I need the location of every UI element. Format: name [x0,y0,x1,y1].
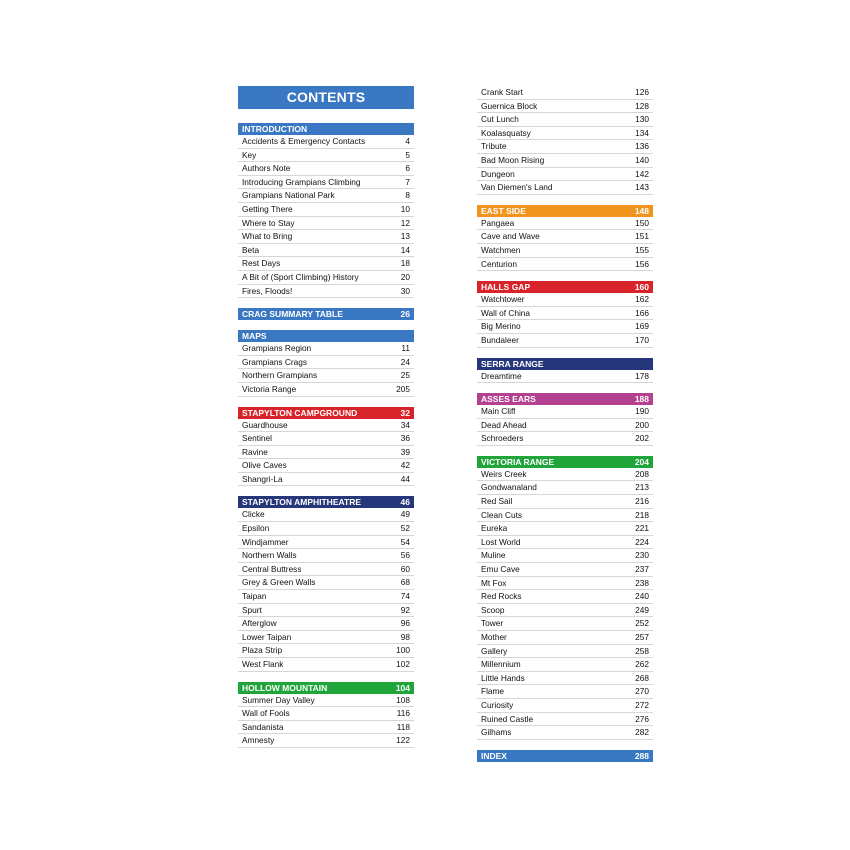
toc-entry [477,658,653,672]
toc-entry [238,604,414,618]
section-page: 148 [634,205,649,216]
entry-page: 257 [635,632,649,642]
entry-name: Grey & Green Walls [242,577,316,588]
toc-entry [477,549,653,563]
toc-entry [238,383,414,397]
toc-entry [238,473,414,487]
entry-page: 140 [635,154,649,165]
toc-entry [238,522,414,536]
section-header [238,496,414,508]
entry-page: 18 [400,258,410,269]
section-title: SERRA RANGE [481,358,544,369]
toc-entry [238,644,414,658]
entry-name: Spurt [242,604,262,615]
entry-name: Clicke [242,509,265,520]
entry-page: 39 [400,446,410,457]
entry-page: 258 [635,645,649,656]
entry-page: 224 [635,536,649,547]
toc-entry [238,203,414,217]
entry-page: 14 [400,244,410,255]
entry-page: 116 [396,708,410,719]
toc-entry [238,508,414,522]
entry-name: Guardhouse [242,419,288,430]
toc-entry [477,217,653,231]
toc-section [477,205,653,271]
entry-name: Schroeders [481,433,524,444]
toc-entry [238,432,414,446]
toc-entry [238,356,414,370]
entry-name: Bad Moon Rising [481,154,545,165]
entry-name: Main Cliff [481,406,516,417]
toc-entry [238,135,414,149]
contents-column-right [477,86,653,772]
section-page: 104 [395,682,410,693]
entry-page: 42 [400,460,410,471]
entry-page: 190 [635,406,649,417]
entry-page: 155 [635,244,649,255]
toc-entry [238,369,414,383]
entry-name: Tower [481,618,504,629]
toc-entry [238,230,414,244]
entry-name: Grampians National Park [242,190,335,201]
entry-page: 130 [635,114,649,125]
toc-entry [477,140,653,154]
entry-page: 170 [635,334,649,345]
entry-name: Shangri-La [242,473,283,484]
entry-name: Tribute [481,141,507,152]
entry-name: Beta [242,244,260,255]
entry-page: 205 [396,383,410,394]
entry-page: 169 [635,321,649,332]
entry-name: Grampians Crags [242,356,308,367]
entry-name: Epsilon [242,523,270,534]
entry-page: 238 [635,577,649,588]
entry-name: Victoria Range [242,383,297,394]
toc-entry [477,307,653,321]
entry-name: Sandanista [242,721,284,732]
entry-name: Taipan [242,591,267,602]
entry-page: 25 [400,370,410,381]
contents-title: CONTENTS [238,86,414,109]
toc-entry [238,342,414,356]
entry-page: 216 [635,496,649,507]
entry-page: 162 [635,294,649,305]
entry-name: Lower Taipan [242,631,292,642]
toc-entry [238,217,414,231]
entry-page: 100 [396,645,410,656]
entry-page: 36 [400,433,410,444]
entry-name: Centurion [481,258,517,269]
toc-entry [477,432,653,446]
section-header [477,205,653,217]
entry-page: 68 [400,577,410,588]
toc-entry [477,713,653,727]
section-title: STAPYLTON AMPHITHEATRE [242,497,361,508]
toc-entry [477,590,653,604]
entry-page: 237 [635,564,649,575]
entry-name: Gallery [481,645,508,656]
entry-name: Little Hands [481,672,525,683]
toc-entry [477,672,653,686]
entry-name: Lost World [481,536,521,547]
entry-name: Red Sail [481,496,513,507]
entry-page: 156 [635,258,649,269]
entry-name: Millennium [481,659,521,670]
toc-entry [477,405,653,419]
toc-entry [477,100,653,114]
section-header [238,407,414,419]
entry-name: Getting There [242,203,293,214]
entry-name: Windjammer [242,536,289,547]
toc-entry [477,154,653,168]
entry-page: 272 [635,699,649,710]
toc-entry [477,86,653,100]
toc-entry [477,168,653,182]
entry-page: 240 [635,591,649,602]
toc-entry [238,271,414,285]
entry-name: Introducing Grampians Climbing [242,176,361,187]
entry-name: Weirs Creek [481,468,527,479]
toc-entry [477,181,653,195]
entry-name: Wall of China [481,307,531,318]
toc-entry [238,694,414,708]
entry-name: What to Bring [242,231,293,242]
section-title: HALLS GAP [481,282,531,293]
entry-name: Big Merino [481,321,521,332]
section-page: 32 [400,407,410,418]
toc-entry [238,189,414,203]
entry-page: 178 [635,370,649,381]
entry-page: 151 [635,231,649,242]
toc-entry [477,468,653,482]
entry-name: Koalasquatsy [481,127,531,138]
entry-name: Grampians Region [242,343,312,354]
toc-section [238,308,414,320]
toc-entry [238,446,414,460]
entry-name: Eureka [481,523,508,534]
entry-name: Scoop [481,604,505,615]
entry-name: Afterglow [242,618,277,629]
section-page: 288 [634,750,649,761]
entry-page: 60 [400,563,410,574]
entry-page: 218 [635,509,649,520]
contents-column-left [238,86,414,758]
entry-page: 200 [635,419,649,430]
toc-entry [477,645,653,659]
toc-entry [477,370,653,384]
right-sections [477,86,653,762]
entry-name: Gilhams [481,727,512,738]
entry-page: 34 [400,419,410,430]
toc-entry [477,604,653,618]
toc-entry [477,536,653,550]
entry-page: 136 [635,141,649,152]
toc-entry [477,495,653,509]
toc-entry [477,726,653,740]
section-page: 160 [634,282,649,293]
entry-name: Crank Start [481,87,523,97]
section-header [477,393,653,405]
entry-page: 98 [400,631,410,642]
entry-page: 20 [400,271,410,282]
toc-section [477,393,653,446]
entry-name: Clean Cuts [481,509,523,520]
toc-entry [238,244,414,258]
entry-page: 202 [635,433,649,444]
entry-page: 10 [400,203,410,214]
toc-entry [238,149,414,163]
entry-name: Ravine [242,446,268,457]
section-title: INTRODUCTION [242,124,308,134]
entry-name: Plaza Strip [242,645,283,656]
section-title: EAST SIDE [481,205,526,216]
toc-section [477,750,653,762]
entry-name: Guernica Block [481,100,538,111]
entry-page: 142 [635,168,649,179]
entry-name: Watchmen [481,244,521,255]
entry-name: Watchtower [481,294,525,305]
entry-name: Accidents & Emergency Contacts [242,136,366,146]
entry-page: 44 [400,473,410,484]
entry-name: Authors Note [242,163,291,174]
entry-name: Bundaleer [481,334,519,345]
entry-name: A Bit of (Sport Climbing) History [242,271,359,282]
entry-page: 8 [405,190,410,201]
toc-entry [238,590,414,604]
entry-name: Pangaea [481,217,515,228]
toc-entry [238,257,414,271]
section-title: MAPS [242,331,267,342]
entry-name: Sentinel [242,433,272,444]
entry-page: 6 [405,163,410,174]
section-title: INDEX [481,750,507,761]
entry-name: Red Rocks [481,591,522,602]
toc-entry [238,536,414,550]
section-title: VICTORIA RANGE [481,456,555,467]
section-title: ASSES EARS [481,394,536,405]
section-page: 188 [634,394,649,405]
toc-section [477,456,653,740]
toc-entry [238,162,414,176]
toc-entry [477,320,653,334]
entry-page: 262 [635,659,649,670]
entry-page: 276 [635,713,649,724]
entry-page: 126 [635,87,649,97]
section-title: CRAG SUMMARY TABLE [242,309,343,320]
toc-entry [477,685,653,699]
entry-page: 150 [635,217,649,228]
toc-entry [238,176,414,190]
toc-entry [238,658,414,672]
section-header [238,682,414,694]
entry-name: Ruined Castle [481,713,534,724]
toc-entry [477,577,653,591]
section-page: 46 [400,497,410,508]
entry-page: 122 [396,735,410,746]
entry-name: Mt Fox [481,577,507,588]
toc-entry [477,293,653,307]
entry-page: 7 [405,176,410,187]
entry-page: 12 [400,217,410,228]
entry-page: 24 [400,356,410,367]
entry-page: 13 [400,231,410,242]
left-sections [238,123,414,748]
entry-page: 74 [400,591,410,602]
entry-name: Curiosity [481,699,514,710]
section-header [477,281,653,293]
toc-section [477,358,653,384]
toc-entry [238,721,414,735]
entry-name: Dead Ahead [481,419,527,430]
toc-section [238,123,414,298]
section-page: 204 [634,456,649,467]
entry-name: Cave and Wave [481,231,540,242]
entry-name: Summer Day Valley [242,694,315,705]
entry-name: Rest Days [242,258,281,269]
toc-entry [477,419,653,433]
section-header [238,123,414,135]
toc-entry [477,244,653,258]
entry-name: West Flank [242,659,284,669]
entry-name: Where to Stay [242,217,295,228]
toc-entry [477,113,653,127]
entry-name: Northern Walls [242,550,297,561]
toc-entry [477,230,653,244]
toc-entry [477,127,653,141]
entry-page: 249 [635,604,649,615]
entry-page: 108 [396,694,410,705]
toc-section [477,281,653,347]
entry-page: 49 [400,509,410,520]
entry-page: 282 [635,727,649,738]
entry-page: 128 [635,100,649,111]
toc-entry [238,563,414,577]
entry-name: Muline [481,550,506,561]
toc-section [477,86,653,195]
entry-page: 54 [400,536,410,547]
section-header [477,750,653,762]
entry-page: 270 [635,686,649,697]
entry-name: Fires, Floods! [242,285,293,296]
entry-page: 30 [400,285,410,296]
toc-entry [238,459,414,473]
toc-entry [238,707,414,721]
entry-name: Olive Caves [242,460,287,471]
entry-name: Emu Cave [481,564,520,575]
entry-name: Flame [481,686,505,697]
toc-entry [238,734,414,748]
toc-entry [238,631,414,645]
entry-name: Mother [481,632,507,642]
section-title: STAPYLTON CAMPGROUND [242,407,358,418]
entry-page: 102 [396,659,410,669]
toc-section [238,682,414,748]
entry-name: Dungeon [481,168,515,179]
toc-entry [477,617,653,631]
entry-page: 118 [396,721,410,732]
entry-page: 92 [400,604,410,615]
entry-page: 11 [401,343,410,354]
entry-name: Amnesty [242,735,275,746]
entry-name: Gondwanaland [481,482,537,493]
entry-name: Van Diemen's Land [481,182,553,193]
entry-page: 52 [400,523,410,534]
entry-page: 213 [635,482,649,493]
entry-page: 5 [405,149,410,160]
section-header [238,330,414,342]
entry-page: 221 [635,523,649,534]
entry-name: Central Buttress [242,563,302,574]
entry-page: 56 [400,550,410,561]
entry-page: 252 [635,618,649,629]
toc-section [238,496,414,671]
toc-section [238,330,414,396]
entry-page: 4 [405,136,410,146]
toc-entry [238,617,414,631]
entry-page: 230 [635,550,649,561]
toc-entry [477,509,653,523]
entry-name: Northern Grampians [242,370,318,381]
entry-page: 208 [635,468,649,479]
section-page: 26 [400,309,410,320]
entry-name: Key [242,149,257,160]
toc-section [238,407,414,487]
section-title: HOLLOW MOUNTAIN [242,682,328,693]
section-header [238,308,414,320]
entry-page: 96 [400,618,410,629]
toc-entry [477,699,653,713]
toc-entry [477,631,653,645]
toc-entry [477,258,653,272]
entry-name: Dreamtime [481,370,522,381]
entry-page: 268 [635,672,649,683]
toc-entry [477,481,653,495]
section-header [477,456,653,468]
toc-entry [238,549,414,563]
entry-page: 134 [635,127,649,138]
section-header [477,358,653,370]
entry-page: 166 [635,307,649,318]
toc-entry [477,522,653,536]
toc-entry [238,419,414,433]
toc-entry [477,334,653,348]
entry-page: 143 [635,182,649,193]
entry-name: Cut Lunch [481,114,519,125]
toc-entry [238,576,414,590]
toc-entry [477,563,653,577]
toc-entry [238,285,414,299]
entry-name: Wall of Fools [242,708,290,719]
